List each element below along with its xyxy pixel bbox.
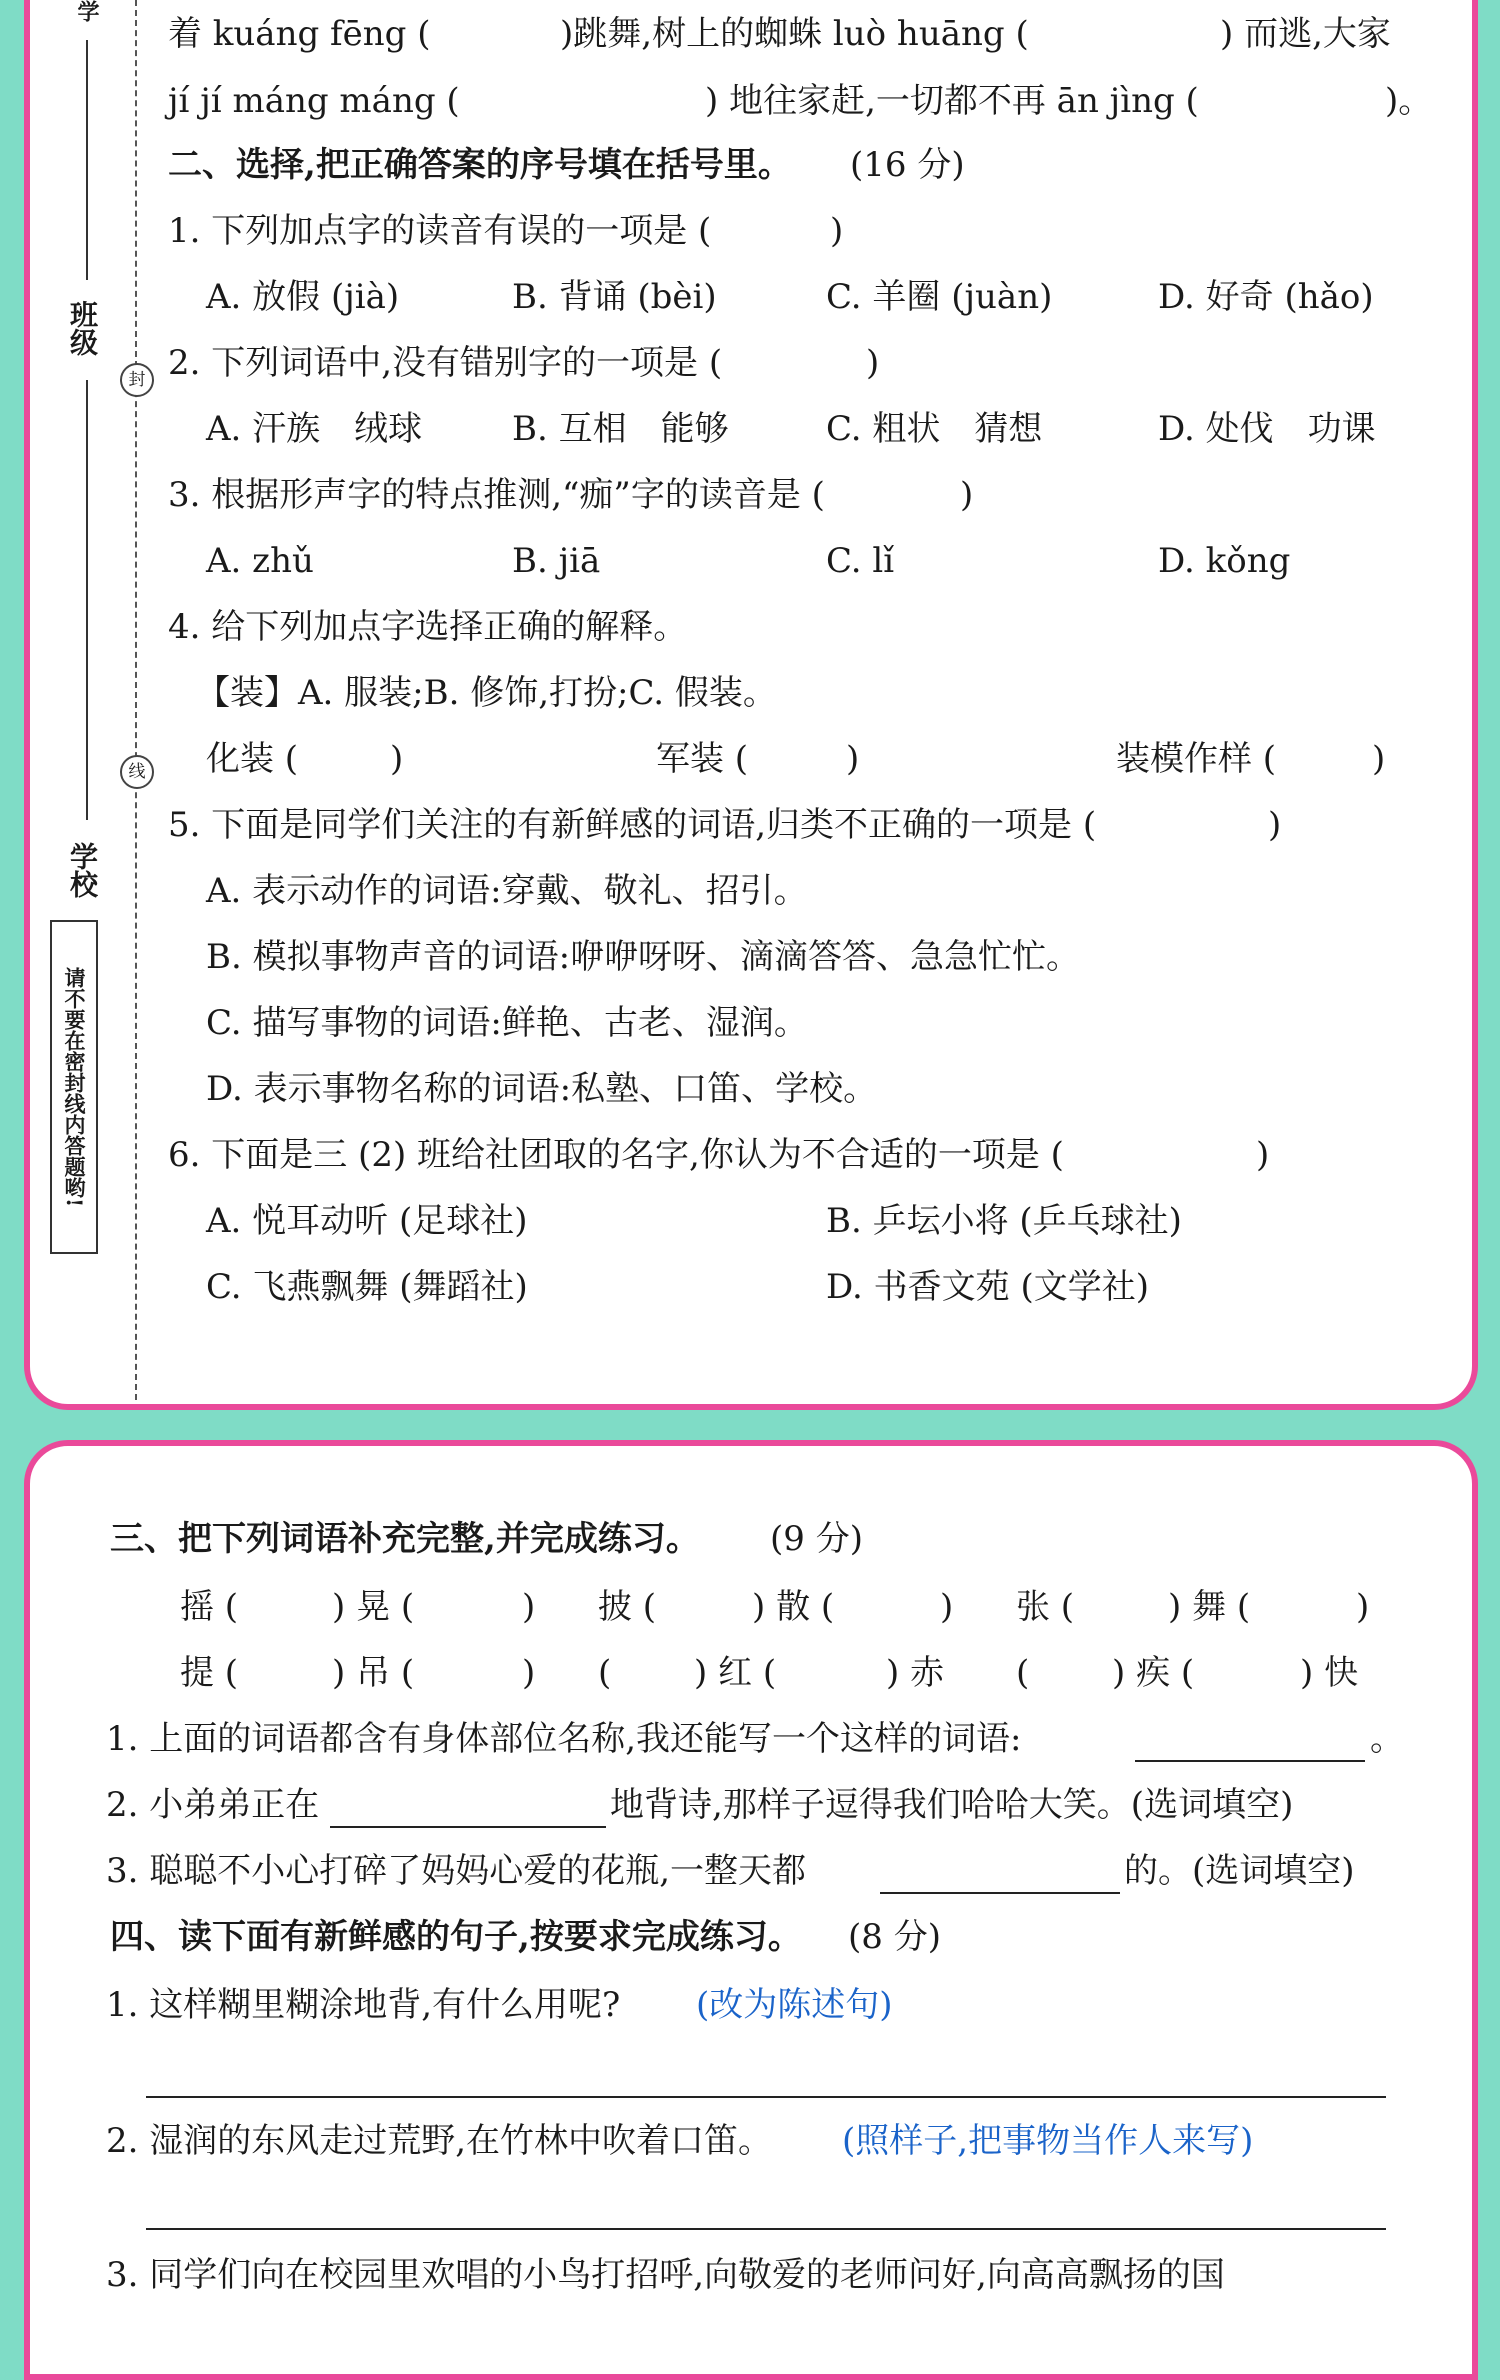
q4-stem: 4. 给下列加点字选择正确的解释。 [168,607,688,647]
fill-line-2b: ) 地往家赶,一切都不再 ān jìng ( [705,81,1199,121]
idiom-r2-a: 提 ( [180,1653,239,1693]
q5-stem: 5. 下面是同学们关注的有新鲜感的词语,归类不正确的一项是 ( [168,805,1097,845]
q6-option-d: D. 书香文苑 (文学社) [826,1267,1149,1307]
idiom-r1-h: ) 舞 ( [1168,1587,1251,1627]
idiom-r2-f: ) 赤 [886,1653,945,1693]
q5-option-c: C. 描写事物的词语:鲜艳、古老、湿润。 [206,1003,808,1043]
q2-option-c: C. 粗状 猜想 [826,409,1043,449]
idiom-r2-b: ) 吊 ( [332,1653,415,1693]
q3-option-a: A. zhǔ [206,541,314,581]
idiom-r2-h: ) 疾 ( [1112,1653,1195,1693]
q3-option-d: D. kǒng [1158,541,1291,581]
q4-close: ) [390,739,404,779]
s4-q2-answer-line[interactable] [146,2228,1386,2230]
s4-q1-hint: (改为陈述句) [696,1985,893,2025]
q6-option-c: C. 飞燕飘舞 (舞蹈社) [206,1267,528,1307]
idiom-r1-d: 披 ( [598,1587,657,1627]
q2-option-b: B. 互相 能够 [512,409,729,449]
idiom-r2-d: ( [598,1653,612,1693]
seal-dashed-line [135,0,137,1400]
q5-option-a: A. 表示动作的词语:穿戴、敬礼、招引。 [206,871,808,911]
idiom-r1-c: ) [522,1587,536,1627]
q6-stem: 6. 下面是三 (2) 班给社团取的名字,你认为不合适的一项是 ( [168,1135,1064,1175]
idiom-r2-g: ( [1016,1653,1030,1693]
margin-label-xue: 学 [74,0,100,22]
q5-option-b: B. 模拟事物声音的词语:咿咿呀呀、滴滴答答、急急忙忙。 [206,937,1081,977]
s3-q2-rest: 地背诗,那样子逗得我们哈哈大笑。(选词填空) [610,1785,1294,1825]
idiom-r1-a: 摇 ( [180,1587,239,1627]
q1-option-d: D. 好奇 (hǎo) [1158,277,1374,317]
s3-q3-text: 3. 聪聪不小心打碎了妈妈心爱的花瓶,一整天都 [106,1851,807,1891]
q2-option-d: D. 处伐 功课 [1158,409,1376,449]
q1-stem: 1. 下列加点字的读音有误的一项是 ( [168,211,712,251]
idiom-r1-i: ) [1356,1587,1370,1627]
fill-line-1a: 着 kuáng fēng ( [168,14,431,54]
idiom-r1-b: ) 晃 ( [332,1587,415,1627]
q3-close: ) [960,475,974,515]
q4-close: ) [1372,739,1386,779]
binding-margin [0,0,140,1400]
idiom-r2-i: ) 快 [1300,1653,1359,1693]
q4-close: ) [846,739,860,779]
fill-line-1b: )跳舞,树上的蜘蛛 luò huāng ( [560,14,1029,54]
idiom-r1-f: ) [940,1587,954,1627]
seal-mark-feng: 封 [120,363,154,397]
idiom-r2-e: ) 红 ( [694,1653,777,1693]
s3-q1-end: 。 [1370,1719,1404,1759]
margin-line [86,380,88,820]
q6-option-a: A. 悦耳动听 (足球社) [206,1201,528,1241]
q3-option-c: C. lǐ [826,541,895,581]
q5-close: ) [1268,805,1282,845]
s3-q2-answer-blank[interactable] [330,1826,606,1828]
q3-option-b: B. jiā [512,541,601,581]
q1-option-c: C. 羊圈 (juàn) [826,277,1053,317]
s3-q1-text: 1. 上面的词语都含有身体部位名称,我还能写一个这样的词语: [106,1719,1022,1759]
s4-q1-text: 1. 这样糊里糊涂地背,有什么用呢? [106,1985,621,2025]
q3-stem: 3. 根据形声字的特点推测,“痂”字的读音是 ( [168,475,825,515]
q4-item-junzhuang: 军装 ( [656,739,749,779]
margin-label-class: 班级 [66,300,99,356]
q4-item-zhuangmo: 装模作样 ( [1116,739,1277,779]
section3-score: (9 分) [770,1519,863,1559]
q5-option-d: D. 表示事物名称的词语:私塾、口笛、学校。 [206,1069,878,1109]
s3-q3-answer-blank[interactable] [880,1892,1120,1894]
q2-close: ) [866,343,880,383]
s3-q3-rest: 的。(选词填空) [1124,1851,1355,1891]
bottom-page-card [24,1440,1478,2380]
margin-label-school: 学校 [66,842,99,898]
idiom-r1-g: 张 ( [1016,1587,1075,1627]
q4-definition: 【装】A. 服装;B. 修饰,打扮;C. 假装。 [196,673,777,713]
section2-score: (16 分) [850,145,965,185]
s3-q2-text: 2. 小弟弟正在 [106,1785,320,1825]
q6-option-b: B. 乒坛小将 (乒乓球社) [826,1201,1182,1241]
idiom-r1-e: ) 散 ( [752,1587,835,1627]
section4-score: (8 分) [848,1917,941,1957]
q2-stem: 2. 下列词语中,没有错别字的一项是 ( [168,343,723,383]
fill-line-2c: )。 [1385,81,1433,121]
fill-line-2a: jí jí máng máng ( [168,81,460,121]
idiom-r2-c: ) [522,1653,536,1693]
s4-q2-hint: (照样子,把事物当作人来写) [842,2121,1254,2161]
q1-close: ) [830,211,844,251]
margin-line [86,40,88,280]
fill-line-1c: ) 而逃,大家 [1220,14,1391,54]
seal-mark-xian: 线 [120,755,154,789]
s4-q3-text: 3. 同学们向在校园里欢唱的小鸟打招呼,向敬爱的老师问好,向高高飘扬的国 [106,2255,1225,2295]
q1-option-a: A. 放假 (jià) [206,277,400,317]
section3-title: 三、把下列词语补充完整,并完成练习。 [110,1519,700,1559]
s4-q2-text: 2. 湿润的东风走过荒野,在竹林中吹着口笛。 [106,2121,773,2161]
seal-warning-box: 请不要在密封线内答题哟! [50,920,98,1254]
q6-close: ) [1256,1135,1270,1175]
s4-q1-answer-line[interactable] [146,2096,1386,2098]
section2-title: 二、选择,把正确答案的序号填在括号里。 [168,145,792,185]
section4-title: 四、读下面有新鲜感的句子,按要求完成练习。 [110,1917,802,1957]
q1-option-b: B. 背诵 (bèi) [512,277,717,317]
q4-item-huazhuang: 化装 ( [206,739,299,779]
s3-q1-answer-blank[interactable] [1135,1760,1365,1762]
q2-option-a: A. 汗族 绒球 [206,409,423,449]
